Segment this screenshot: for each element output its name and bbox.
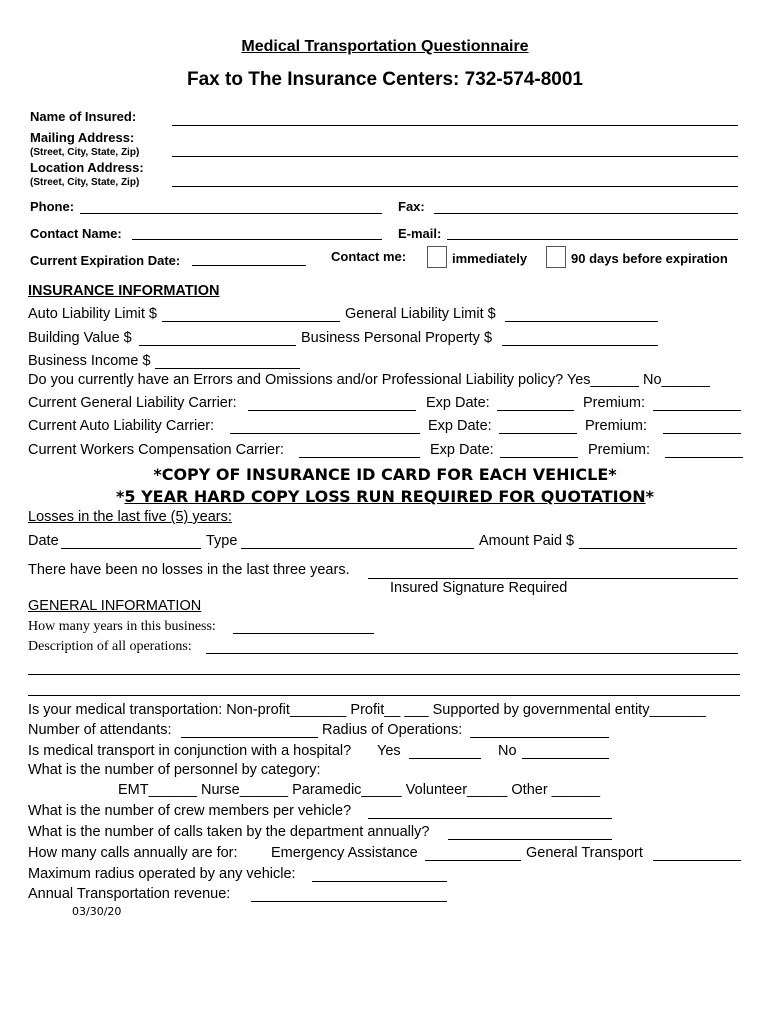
loss-type-label: Type: [206, 533, 238, 549]
ninety-days-checkbox[interactable]: [546, 246, 566, 268]
years-in-business-field[interactable]: [233, 633, 374, 634]
radius-field[interactable]: [470, 737, 609, 738]
wc-premium-label: Premium:: [588, 442, 651, 458]
gl-exp-date-field[interactable]: [497, 410, 574, 411]
insured-signature-field[interactable]: [368, 578, 738, 579]
emergency-assistance-field[interactable]: [425, 860, 521, 861]
fax-label: Fax:: [398, 199, 425, 214]
contact-name-field[interactable]: [132, 239, 382, 240]
radius-label: Radius of Operations:: [322, 722, 463, 738]
loss-run-notice: [0, 487, 770, 506]
crew-question: What is the number of crew members per vehicle?: [28, 803, 352, 819]
auto-carrier-field[interactable]: [230, 433, 420, 434]
no-losses-statement: There have been no losses in the last three years.: [28, 562, 350, 578]
wc-premium-field[interactable]: [665, 457, 743, 458]
annual-revenue-field[interactable]: [251, 901, 447, 902]
operations-description-field-3[interactable]: [28, 695, 740, 696]
form-date: 03/30/20: [72, 905, 122, 918]
immediately-label: immediately: [452, 251, 528, 266]
loss-run-star: *: [116, 487, 125, 506]
operations-description-label: Description of all operations:: [28, 639, 192, 654]
bpp-label: Business Personal Property $: [301, 330, 493, 346]
id-card-notice: *COPY OF INSURANCE ID CARD FOR EACH VEHICLE*: [153, 465, 617, 484]
crew-field[interactable]: [368, 818, 612, 819]
operations-description-field-2[interactable]: [28, 674, 740, 675]
operations-description-field-1[interactable]: [206, 653, 738, 654]
fax-heading: Fax to The Insurance Centers: 732-574-8001: [186, 69, 583, 90]
loss-run-star-end: *: [645, 487, 654, 506]
business-income-label: Business Income $: [28, 353, 151, 369]
expiration-date-field[interactable]: [192, 265, 306, 266]
hospital-yes-field[interactable]: [409, 758, 481, 759]
losses-heading: Losses in the last five (5) years:: [28, 509, 232, 525]
auto-exp-date-label: Exp Date:: [428, 418, 492, 434]
annual-revenue-label: Annual Transportation revenue:: [28, 886, 231, 902]
gl-carrier-field[interactable]: [248, 410, 416, 411]
calls-field[interactable]: [448, 839, 612, 840]
fax-field[interactable]: [434, 213, 738, 214]
loss-date-label: Date: [28, 533, 59, 549]
amount-paid-label: Amount Paid $: [479, 533, 575, 549]
auto-liability-limit-label: Auto Liability Limit $: [28, 306, 157, 322]
wc-exp-date-label: Exp Date:: [430, 442, 494, 458]
mailing-address-label: Mailing Address:: [30, 130, 135, 145]
years-in-business-label: How many years in this business:: [28, 619, 216, 634]
mailing-address-hint: (Street, City, State, Zip): [30, 147, 140, 158]
location-address-label: Location Address:: [30, 160, 144, 175]
mailing-address-field[interactable]: [172, 156, 738, 157]
hospital-yes-label: Yes: [377, 743, 401, 759]
building-value-label: Building Value $: [28, 330, 132, 346]
attendants-label: Number of attendants:: [28, 722, 172, 738]
personnel-categories: EMT______ Nurse______ Paramedic_____ Volunteer_____ Other ______: [118, 782, 601, 798]
phone-field[interactable]: [80, 213, 382, 214]
ninety-days-label: 90 days before expiration: [571, 251, 728, 266]
wc-carrier-field[interactable]: [299, 457, 420, 458]
auto-carrier-label: Current Auto Liability Carrier:: [28, 418, 215, 434]
loss-type-field[interactable]: [241, 548, 474, 549]
gl-carrier-label: Current General Liability Carrier:: [28, 395, 237, 411]
gl-premium-label: Premium:: [583, 395, 646, 411]
general-transport-label: General Transport: [526, 845, 643, 861]
amount-paid-field[interactable]: [579, 548, 737, 549]
max-radius-label: Maximum radius operated by any vehicle:: [28, 866, 296, 882]
building-value-field[interactable]: [139, 345, 296, 346]
immediately-checkbox[interactable]: [427, 246, 447, 268]
personnel-question: What is the number of personnel by category:: [28, 762, 321, 778]
gl-premium-field[interactable]: [653, 410, 741, 411]
max-radius-field[interactable]: [312, 881, 447, 882]
hospital-question: Is medical transport in conjunction with a hospital?: [28, 743, 352, 759]
loss-date-field[interactable]: [61, 548, 201, 549]
phone-label: Phone:: [30, 199, 75, 214]
email-field[interactable]: [447, 239, 738, 240]
business-income-field[interactable]: [155, 368, 300, 369]
calls-for-question: How many calls annually are for:: [28, 845, 238, 861]
gl-limit-field[interactable]: [505, 321, 658, 322]
wc-exp-date-field[interactable]: [500, 457, 578, 458]
hospital-no-field[interactable]: [522, 758, 609, 759]
general-transport-field[interactable]: [653, 860, 741, 861]
transport-type-question: Is your medical transportation: Non-profit_______ Profit__ ___ Supported by governmental entity_______: [28, 702, 706, 718]
contact-me-label: Contact me:: [331, 249, 407, 264]
email-label: E-mail:: [398, 226, 442, 241]
bpp-field[interactable]: [502, 345, 658, 346]
auto-exp-date-field[interactable]: [499, 433, 577, 434]
signature-caption: Insured Signature Required: [390, 580, 568, 596]
auto-premium-label: Premium:: [585, 418, 648, 434]
hospital-no-label: No: [498, 743, 517, 759]
location-address-hint: (Street, City, State, Zip): [30, 177, 140, 188]
name-of-insured-label: Name of Insured:: [30, 109, 137, 124]
attendants-field[interactable]: [181, 737, 318, 738]
calls-question: What is the number of calls taken by the department annually?: [28, 824, 430, 840]
wc-carrier-label: Current Workers Compensation Carrier:: [28, 442, 284, 458]
gl-limit-label: General Liability Limit $: [345, 306, 496, 322]
auto-premium-field[interactable]: [663, 433, 741, 434]
eo-question: Do you currently have an Errors and Omissions and/or Professional Liability policy? Yes______ No______: [28, 372, 710, 388]
loss-run-text: 5 YEAR HARD COPY LOSS RUN REQUIRED FOR QUOTATION: [124, 487, 646, 506]
name-of-insured-field[interactable]: [172, 125, 738, 126]
gl-exp-date-label: Exp Date:: [426, 395, 490, 411]
form-title: Medical Transportation Questionnaire: [241, 38, 529, 55]
insurance-info-heading: INSURANCE INFORMATION: [28, 283, 220, 299]
contact-name-label: Contact Name:: [30, 226, 122, 241]
auto-liability-limit-field[interactable]: [162, 321, 340, 322]
location-address-field[interactable]: [172, 186, 738, 187]
general-info-heading: GENERAL INFORMATION: [28, 598, 202, 614]
emergency-assistance-label: Emergency Assistance: [271, 845, 418, 861]
expiration-date-label: Current Expiration Date:: [30, 253, 181, 268]
